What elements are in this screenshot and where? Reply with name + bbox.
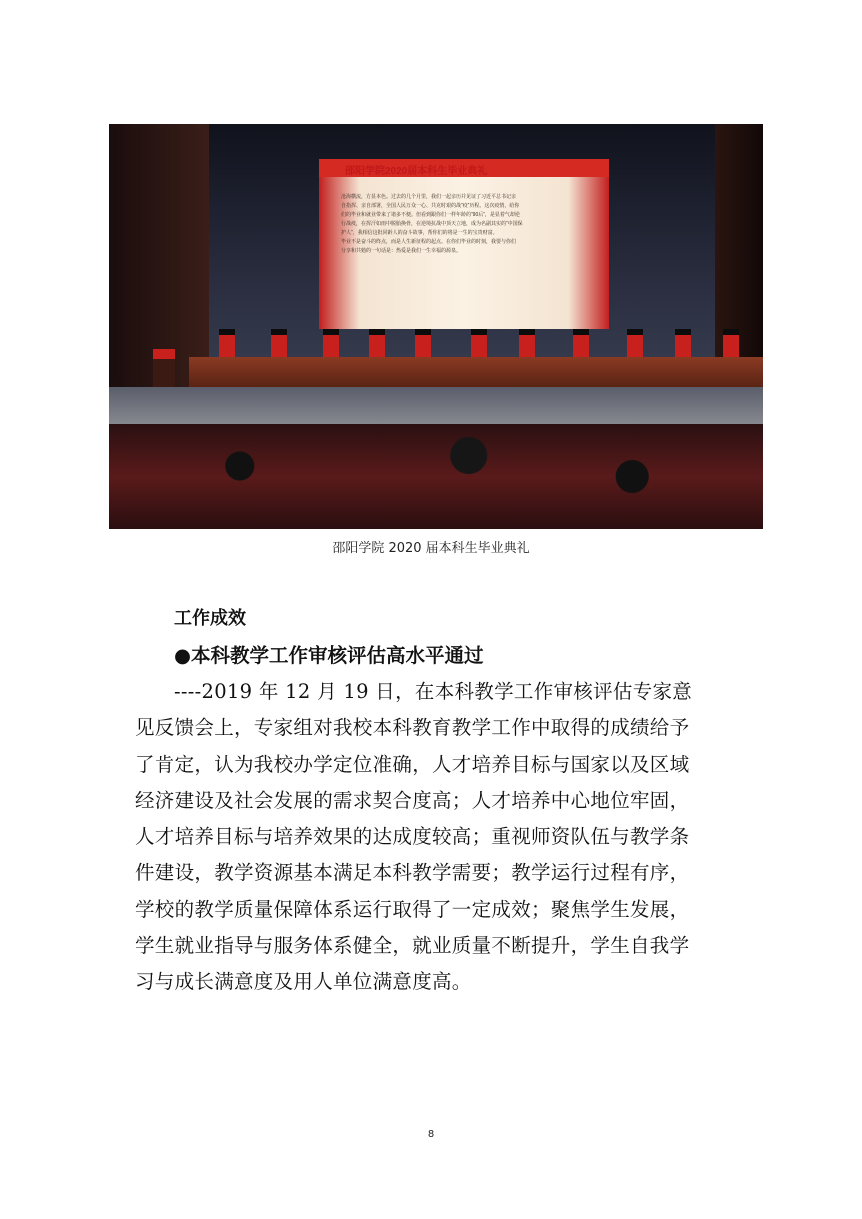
paragraph-line: ----2019 年 12 月 19 日，在本科教学工作审核评估专家意 (174, 680, 693, 703)
paragraph-line: 件建设，教学资源基本满足本科教学需要；教学运行过程有序， (135, 861, 690, 885)
graduation-ceremony-photo (109, 124, 763, 529)
official (415, 329, 431, 359)
section-subheading: ●本科教学工作审核评估高水平通过 (174, 644, 484, 667)
official (271, 329, 287, 359)
stage-officials (209, 329, 749, 359)
screen-line: 护人”，我相信这批同龄人的奋斗故事，帮你们的将是一生的宝贵财富。 (341, 230, 498, 236)
photo-caption: 邵阳学院 2020 届本科生毕业典礼 (332, 541, 530, 556)
body-paragraph (135, 676, 735, 1003)
paragraph-line: 学生就业指导与服务体系健全，就业质量不断提升，学生自我学 (135, 934, 690, 958)
screen-line: 毕业不是奋斗的终点，而是人生新征程的起点。在你们毕业的时刻，我要与你们 (341, 239, 517, 245)
page-number: 8 (427, 1129, 435, 1140)
stage-table (189, 357, 763, 387)
official (471, 329, 487, 359)
paragraph-line: 见反馈会上，专家组对我校本科教育教学工作中取得的成绩给予 (135, 716, 690, 740)
official (573, 329, 589, 359)
screen-line: 们的毕业和就业带来了诸多不便。但看到跟你们一样年龄的“90后”，是显着气却逆 (341, 212, 520, 218)
screen-line: 行战疫，在挥汗如雨中脱胎换骨，在逆境抗战中顶天立地，成为名副其实的“中国保 (341, 221, 523, 227)
stage-floor (109, 387, 763, 427)
official (723, 329, 739, 359)
section-heading: 工作成效 (174, 608, 246, 629)
official (219, 329, 235, 359)
official (323, 329, 339, 359)
stage-screen (319, 159, 609, 329)
official (519, 329, 535, 359)
paragraph-line: 经济建设及社会发展的需求契合度高；人才培养中心地位牢固， (135, 788, 690, 812)
official (627, 329, 643, 359)
screen-line: 分享和共勉的一句话是：热爱是我们一生幸福的源泉。 (341, 248, 462, 254)
official (369, 329, 385, 359)
screen-line: 沧海横流，方显本色。过去的几个月里，我们一起亲历并见证了习近平总书记亲 (341, 194, 517, 200)
official (675, 329, 691, 359)
paragraph-line: 习与成长满意度及用人单位满意度高。 (135, 970, 472, 994)
graduates-audience (109, 424, 763, 529)
paragraph-line: 人才培养目标与培养效果的达成度较高；重视师资队伍与教学条 (135, 825, 690, 849)
screen-line: 自指挥、亲自部署，全国人民万众一心、共克时艰的战“疫”历程。这次疫情，给你 (341, 203, 520, 209)
paragraph-line: 学校的教学质量保障体系运行取得了一定成效；聚焦学生发展， (135, 897, 690, 921)
paragraph-line: 了肯定，认为我校办学定位准确，人才培养目标与国家以及区域 (135, 752, 690, 776)
screen-title: 邵阳学院2020届本科生毕业典礼 (345, 166, 488, 177)
screen-text (341, 193, 591, 256)
